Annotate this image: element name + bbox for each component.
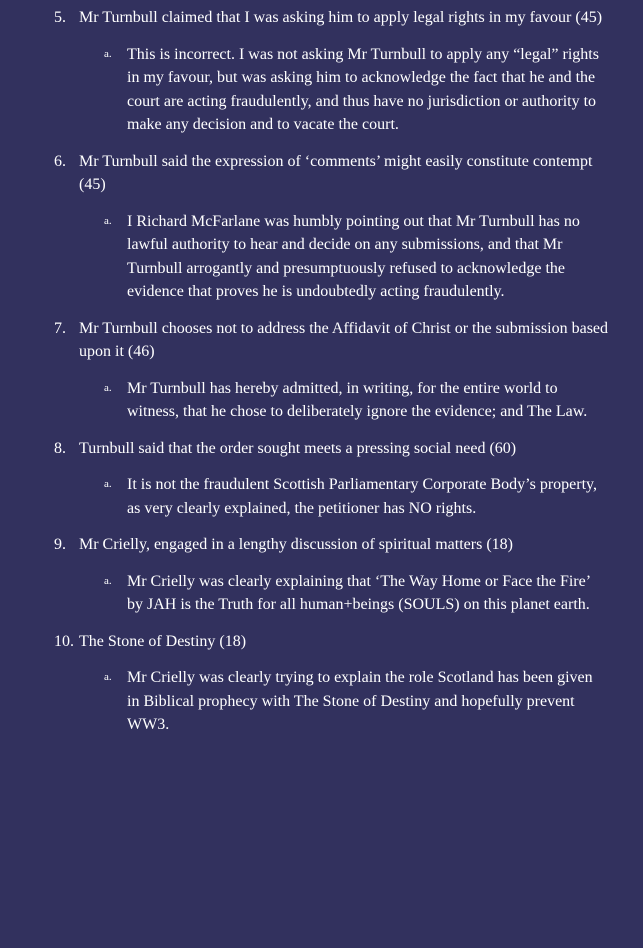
list-item-5 [0, 6, 643, 137]
item-number: 7. [54, 319, 66, 337]
sub-item-text: It is not the fraudulent Scottish Parliamentary Corporate Body’s property, as very clearly explained, the petitioner has NO rights. [127, 476, 597, 517]
sub-item-label: a. [104, 671, 112, 683]
item-number: 8. [54, 439, 66, 457]
sub-item [0, 666, 643, 737]
item-text: Mr Turnbull said the expression of ‘comments’ might easily constitute contempt (45) [79, 152, 593, 193]
sub-item-text: Mr Crielly was clearly trying to explain the role Scotland has been given in Biblical prophecy with The Stone of Destiny and hopefully prevent WW3. [127, 669, 593, 733]
sub-item-label: a. [104, 478, 112, 490]
item-number: 10. [54, 632, 74, 650]
item-number: 9. [54, 536, 66, 553]
sub-item-text: Mr Turnbull has hereby admitted, in writing, for the entire world to witness, that he chose to deliberately ignore the evidence; and The Law. [127, 379, 588, 420]
sub-item [0, 377, 643, 424]
list-item-9 [0, 533, 643, 617]
list-item-8 [0, 437, 643, 521]
sub-item-label: a. [104, 574, 112, 587]
sub-item-label: a. [104, 47, 112, 60]
sub-item [0, 570, 643, 617]
list-item-7 [0, 317, 643, 424]
item-text: The Stone of Destiny (18) [79, 632, 247, 650]
sub-item-text: I Richard McFarlane was humbly pointing out that Mr Turnbull has no lawful authority to hear and decide on any submissions, and that Mr Turnbull arrogantly and presumptuously refused to acknowledge the evidence that proves he is undoubtedly acting fraudulently. [127, 212, 580, 300]
item-text: Turnbull said that the order sought meets a pressing social need (60) [79, 439, 517, 457]
item-text: Mr Turnbull chooses not to address the Affidavit of Christ or the submission based upon it (46) [79, 319, 609, 360]
sub-item-text: Mr Crielly was clearly explaining that ‘The Way Home or Face the Fire’ by JAH is the Truth for all human+beings (SOULS) on this planet earth. [127, 572, 590, 613]
item-number: 5. [54, 9, 66, 26]
sub-item [0, 210, 643, 304]
sub-item-text: This is incorrect. I was not asking Mr Turnbull to apply any “legal” rights in my favour, but was asking him to acknowledge the fact that he and the court are acting fraudulently, and thus have no jurisdiction or authority to make any decision and to vacate the court. [127, 45, 599, 133]
list-item-10 [0, 630, 643, 737]
sub-item [0, 473, 643, 520]
item-text: Mr Turnbull claimed that I was asking him to apply legal rights in my favour (45) [79, 9, 603, 26]
item-text: Mr Crielly, engaged in a lengthy discussion of spiritual matters (18) [79, 536, 513, 553]
sub-item-label: a. [104, 214, 112, 227]
list-item-6 [0, 150, 643, 304]
sub-item [0, 43, 643, 137]
item-number: 6. [54, 152, 66, 170]
sub-item-label: a. [104, 381, 112, 394]
